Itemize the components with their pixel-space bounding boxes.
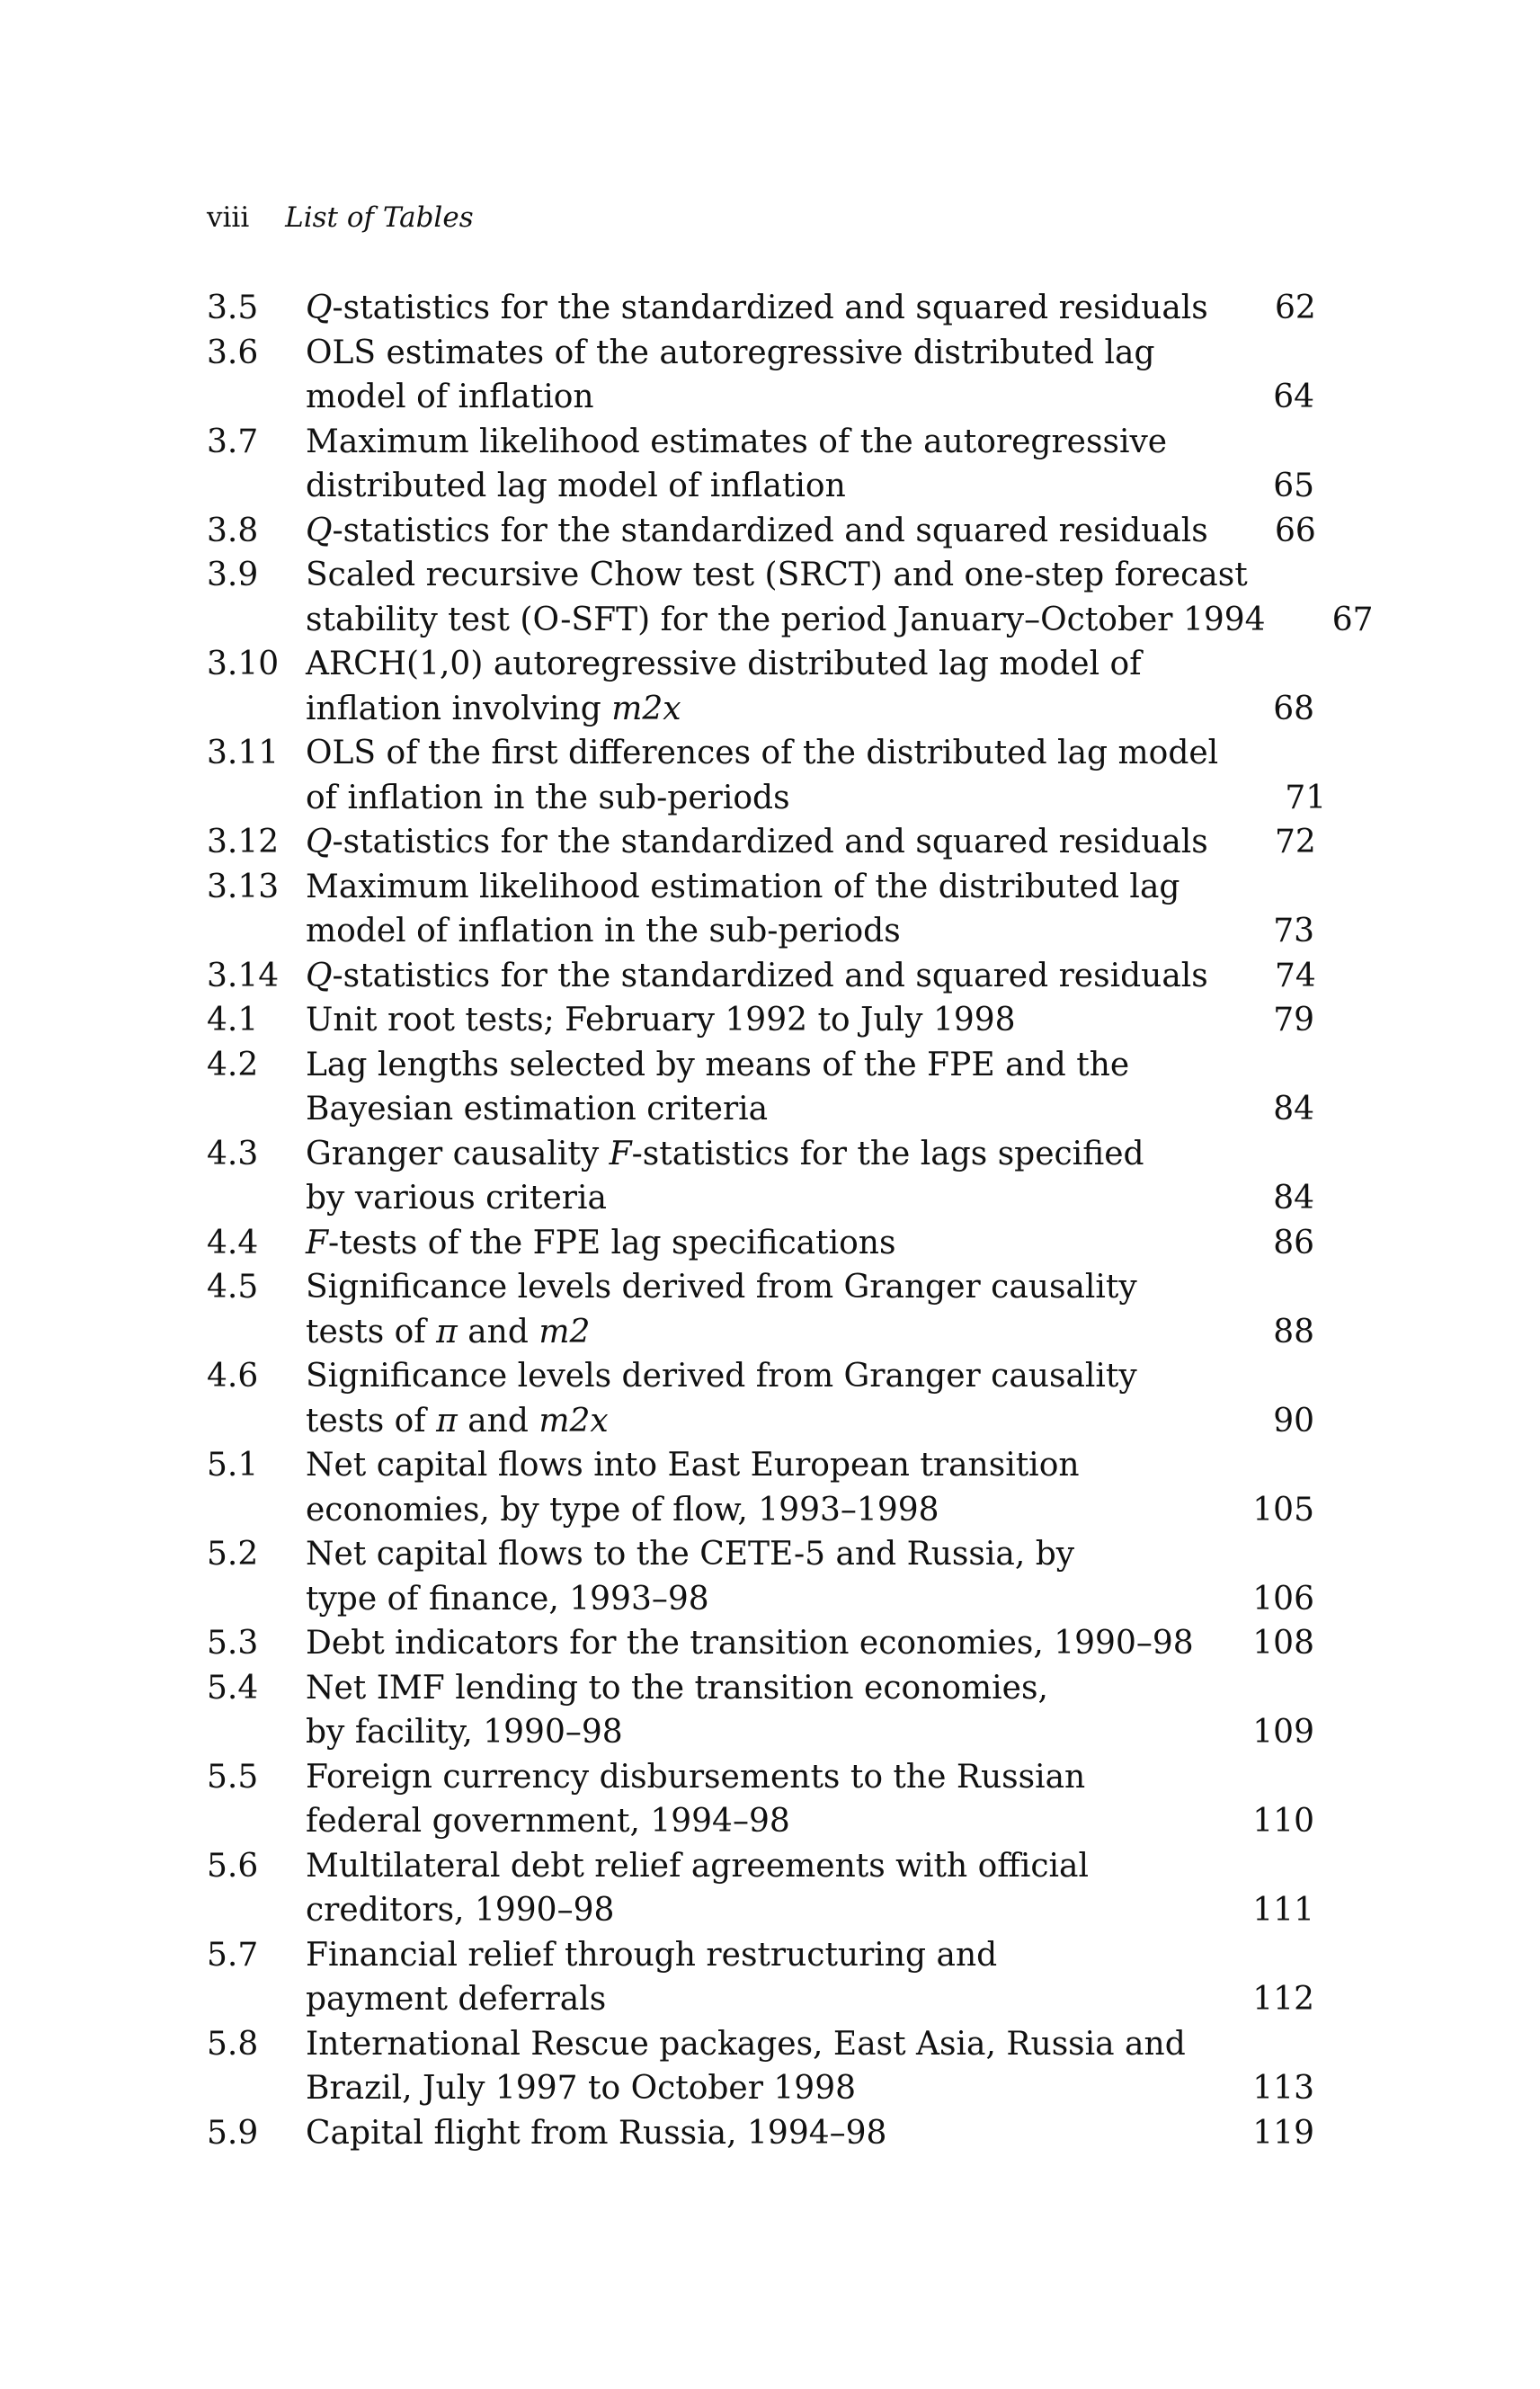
toc-entry (207, 2022, 1314, 2111)
table-title-line: F-tests of the FPE lag specifications (306, 1224, 896, 1261)
table-title-line: distributed lag model of inflation (306, 468, 846, 504)
table-title-line: payment deferrals (306, 1981, 607, 2018)
toc-entry (207, 1844, 1314, 1933)
table-number: 3.13 (207, 868, 280, 905)
table-title-line: Q-statistics for the standardized and squared residuals (306, 824, 1208, 860)
table-title (306, 1132, 1206, 1221)
table-title-line: Scaled recursive Chow test (SRCT) and one-step forecast (306, 557, 1248, 593)
page-number: 111 (1252, 1892, 1314, 1929)
table-title (306, 420, 1206, 509)
table-title-line: Net capital flows to the CETE-5 and Russia, by (306, 1536, 1075, 1573)
table-title-line: tests of π and m2x (306, 1402, 609, 1440)
table-title-line: Financial relief through restructuring and (306, 1936, 998, 1974)
table-title (306, 820, 1208, 865)
page-folio: viii (207, 201, 250, 234)
table-title (306, 731, 1218, 820)
table-title-line: Net capital flows into East European transition (306, 1447, 1080, 1484)
table-title-line: Debt indicators for the transition economies, 1990–98 (306, 1625, 1194, 1662)
toc-entry (207, 1621, 1314, 1666)
table-title (306, 1933, 1206, 2022)
table-title (306, 331, 1206, 420)
toc-entry (207, 1666, 1314, 1755)
toc-entry (207, 2111, 1314, 2156)
page-number: 113 (1252, 2070, 1314, 2107)
page-number: 106 (1252, 1580, 1314, 1618)
table-number: 3.10 (207, 646, 280, 682)
page-number: 108 (1252, 1625, 1314, 1662)
table-title-line: Bayesian estimation criteria (306, 1091, 769, 1128)
table-title (306, 1265, 1206, 1354)
page-number: 65 (1273, 468, 1314, 504)
toc-entry (207, 1933, 1314, 2022)
page-number: 62 (1274, 290, 1316, 326)
table-title-line: Maximum likelihood estimates of the autoregressive (306, 423, 1168, 460)
table-title-line: OLS of the first differences of the distributed lag model (306, 735, 1219, 771)
table-number: 5.6 (207, 1847, 259, 1885)
table-title (306, 1844, 1206, 1933)
page-number: 64 (1273, 379, 1314, 415)
table-number: 4.4 (207, 1224, 259, 1261)
toc-entry (207, 1532, 1314, 1621)
table-number: 3.7 (207, 423, 259, 460)
table-title (306, 1755, 1206, 1844)
table-title-line: federal government, 1994–98 (306, 1803, 790, 1840)
table-title (306, 1354, 1206, 1443)
toc-entry (207, 286, 1314, 331)
table-title (306, 1532, 1206, 1621)
table-title-line: model of inflation in the sub-periods (306, 913, 901, 949)
table-title (306, 2111, 1206, 2156)
table-title-line: creditors, 1990–98 (306, 1892, 615, 1929)
table-number: 3.5 (207, 290, 259, 326)
page-number: 68 (1273, 690, 1314, 727)
table-title-line: Q-statistics for the standardized and squared residuals (306, 512, 1208, 549)
page-number: 67 (1331, 601, 1374, 638)
page-number: 79 (1273, 1002, 1314, 1039)
page-number: 84 (1273, 1091, 1314, 1128)
toc-entry (207, 1755, 1314, 1844)
table-number: 3.6 (207, 334, 259, 371)
table-title (306, 1043, 1206, 1132)
toc-entry (207, 553, 1374, 642)
running-title: List of Tables (285, 201, 474, 234)
toc-entry (207, 865, 1314, 954)
page-number: 86 (1273, 1224, 1314, 1261)
table-number: 4.1 (207, 1002, 259, 1039)
toc-entry (207, 509, 1314, 554)
table-title-line: Multilateral debt relief agreements with official (306, 1847, 1090, 1885)
table-number: 4.3 (207, 1135, 259, 1172)
table-number: 5.3 (207, 1625, 259, 1662)
page-number: 109 (1252, 1714, 1314, 1751)
page-number: 119 (1252, 2114, 1314, 2152)
table-number: 5.1 (207, 1447, 259, 1484)
table-number: 4.5 (207, 1269, 259, 1306)
table-title-line: stability test (O-SFT) for the period January–October 1994 (306, 601, 1266, 638)
table-title-line: Maximum likelihood estimation of the distributed lag (306, 868, 1180, 905)
table-title-line: Brazil, July 1997 to October 1998 (306, 2070, 856, 2107)
table-title-line: Significance levels derived from Granger causality (306, 1358, 1137, 1395)
toc-entry (207, 420, 1314, 509)
page-number: 71 (1285, 779, 1327, 816)
table-number: 3.9 (207, 557, 259, 593)
table-number: 3.8 (207, 512, 259, 549)
table-number: 5.8 (207, 2025, 259, 2063)
table-title-line: Q-statistics for the standardized and squared residuals (306, 957, 1208, 994)
page-number: 90 (1273, 1402, 1314, 1440)
table-title-line: Capital flight from Russia, 1994–98 (306, 2114, 887, 2152)
page-number: 110 (1252, 1803, 1314, 1840)
table-title-line: model of inflation (306, 379, 594, 415)
table-title (306, 954, 1208, 999)
table-number: 3.14 (207, 957, 280, 994)
table-title-line: by various criteria (306, 1180, 607, 1217)
table-title (306, 2022, 1206, 2111)
page-number: 105 (1252, 1491, 1314, 1529)
toc-entry (207, 1443, 1314, 1532)
table-number: 5.9 (207, 2114, 259, 2152)
table-title-line: of inflation in the sub-periods (306, 779, 790, 816)
toc-entry (207, 998, 1314, 1043)
table-title-line: Q-statistics for the standardized and squared residuals (306, 290, 1208, 326)
table-title (306, 1443, 1206, 1532)
table-title-line: OLS estimates of the autoregressive distributed lag (306, 334, 1155, 371)
table-title (306, 509, 1208, 554)
toc-entry (207, 731, 1327, 820)
table-number: 5.2 (207, 1536, 259, 1573)
table-title-line: Lag lengths selected by means of the FPE and the (306, 1046, 1130, 1083)
table-title-line: by facility, 1990–98 (306, 1714, 623, 1751)
table-number: 5.7 (207, 1936, 259, 1974)
table-title-line: Net IMF lending to the transition economies, (306, 1669, 1048, 1707)
page-number: 84 (1273, 1180, 1314, 1217)
table-title-line: Significance levels derived from Granger causality (306, 1269, 1137, 1306)
table-title (306, 286, 1208, 331)
toc-entry (207, 1221, 1314, 1266)
toc-entry (207, 954, 1314, 999)
page-number: 88 (1273, 1313, 1314, 1350)
toc-entry (207, 642, 1314, 731)
table-title (306, 998, 1206, 1043)
table-number: 4.2 (207, 1046, 259, 1083)
table-title-line: International Rescue packages, East Asia, Russia and (306, 2025, 1186, 2063)
toc-entry (207, 1043, 1314, 1132)
table-title-line: Granger causality F-statistics for the lags specified (306, 1135, 1144, 1172)
page-number: 66 (1274, 512, 1316, 549)
table-title-line: Foreign currency disbursements to the Russian (306, 1758, 1086, 1796)
table-title-line: Unit root tests; February 1992 to July 1998 (306, 1002, 1016, 1039)
page-number: 72 (1274, 824, 1316, 860)
toc-entry (207, 1265, 1314, 1354)
table-title (306, 1621, 1206, 1666)
table-title (306, 553, 1266, 642)
table-title (306, 865, 1206, 954)
table-title-line: ARCH(1,0) autoregressive distributed lag model of (306, 646, 1142, 682)
running-header (207, 200, 474, 236)
list-of-tables (207, 286, 1374, 2155)
table-number: 4.6 (207, 1358, 259, 1395)
table-title (306, 1221, 1206, 1266)
table-title-line: inflation involving m2x (306, 690, 681, 727)
table-number: 5.5 (207, 1758, 259, 1796)
toc-entry (207, 1354, 1314, 1443)
table-number: 3.12 (207, 824, 280, 860)
page-number: 73 (1273, 913, 1314, 949)
table-title-line: type of finance, 1993–98 (306, 1580, 709, 1618)
page-number: 112 (1252, 1981, 1314, 2018)
table-number: 3.11 (207, 735, 280, 771)
toc-entry (207, 331, 1314, 420)
toc-entry (207, 820, 1314, 865)
toc-entry (207, 1132, 1314, 1221)
page-number: 74 (1274, 957, 1316, 994)
table-number: 5.4 (207, 1669, 259, 1707)
table-title-line: tests of π and m2 (306, 1313, 591, 1350)
table-title (306, 642, 1206, 731)
table-title (306, 1666, 1206, 1755)
table-title-line: economies, by type of flow, 1993–1998 (306, 1491, 939, 1529)
